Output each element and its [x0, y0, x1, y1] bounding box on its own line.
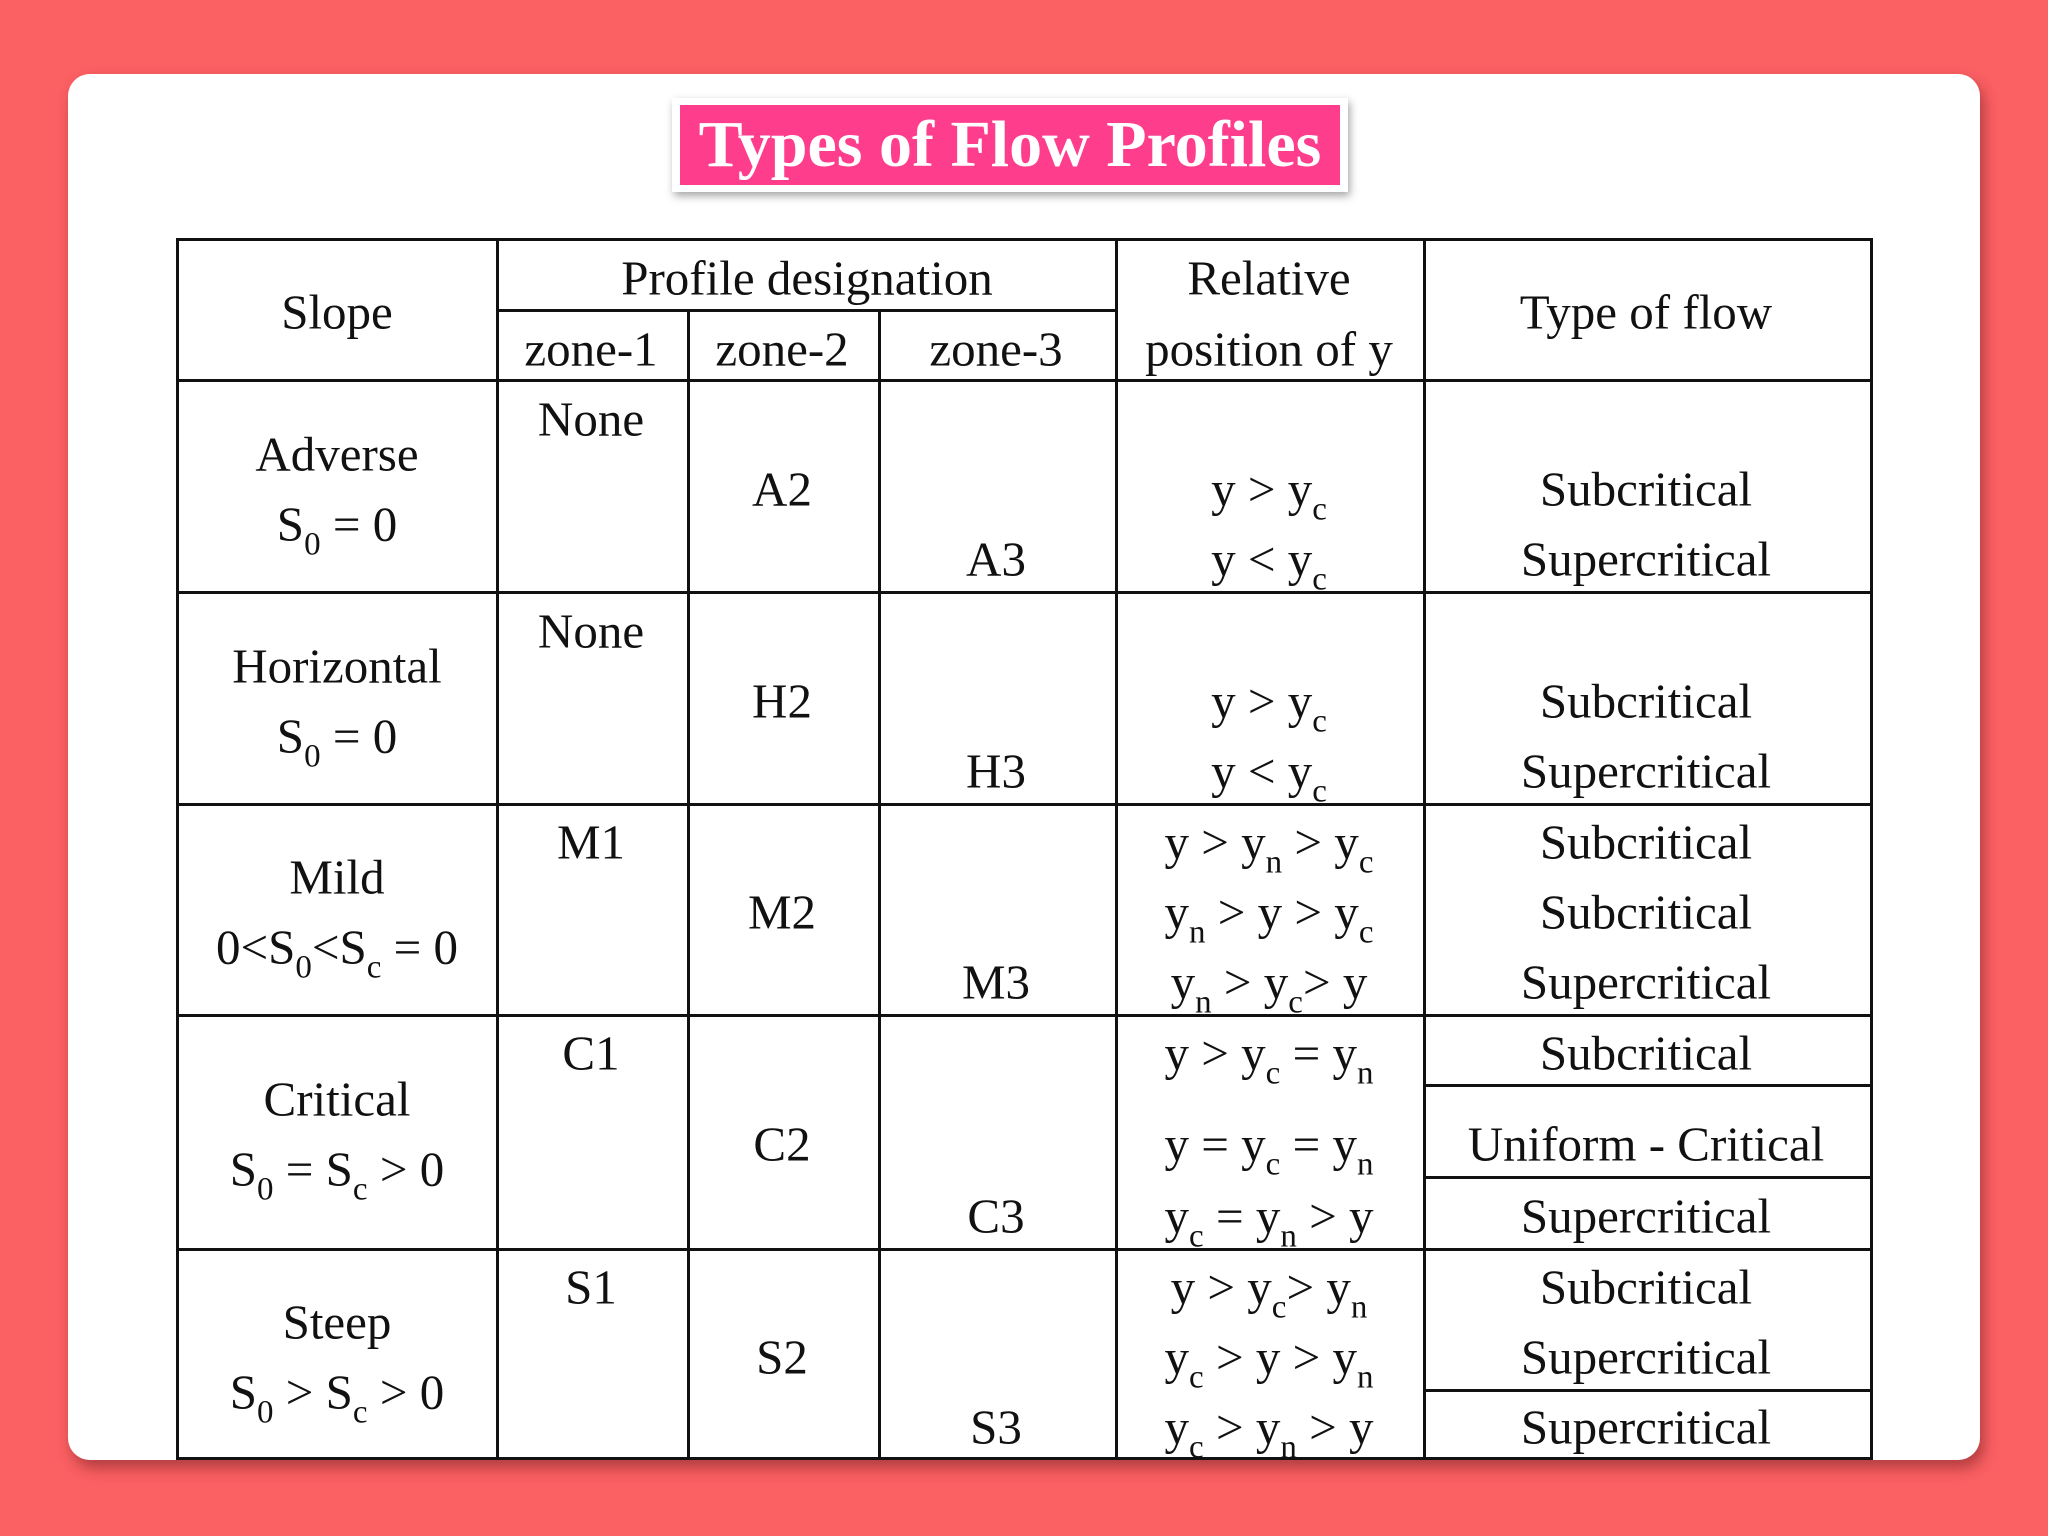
zone-1-profile: None: [537, 603, 645, 659]
slope-name: Horizontal: [232, 638, 442, 694]
header-position-of-y: position of y: [1145, 321, 1393, 377]
slope-name: Steep: [282, 1294, 392, 1350]
relative-position: $y_c = y_n > y$: [1164, 1188, 1374, 1255]
relative-position: $y > y_c = y_n$: [1164, 1025, 1374, 1092]
relative-position: $y_n > y > y_c$: [1164, 884, 1374, 951]
slope-name: Mild: [289, 849, 385, 905]
flow-type: Supercritical: [1520, 1329, 1772, 1385]
grid-line: [1423, 1084, 1870, 1087]
slope-condition: $S_0 > S_c > 0$: [229, 1364, 445, 1431]
flow-profile-table: [176, 238, 1873, 1466]
header-zone-3: zone-3: [929, 321, 1063, 377]
grid-line: [687, 309, 690, 1457]
relative-position: $y_n > y_c> y$: [1170, 954, 1368, 1021]
relative-position: $y = y_c = y_n$: [1164, 1116, 1374, 1183]
zone-3-profile: H3: [966, 743, 1026, 799]
flow-type: Supercritical: [1520, 1399, 1772, 1455]
flow-type: Supercritical: [1520, 954, 1772, 1010]
slope-condition: $S_0 = 0$: [276, 496, 398, 563]
header-zone-2: zone-2: [715, 321, 849, 377]
grid-line: [179, 1014, 1870, 1017]
slide-title: Types of Flow Profiles: [680, 105, 1340, 185]
grid-line: [1423, 1389, 1870, 1392]
flow-type: Supercritical: [1520, 531, 1772, 587]
zone-1-profile: None: [537, 391, 645, 447]
relative-position: $y > y_c> y_n$: [1170, 1259, 1368, 1326]
grid-line: [179, 591, 1870, 594]
flow-type: Subcritical: [1539, 1025, 1753, 1081]
flow-type: Supercritical: [1520, 1188, 1772, 1244]
header-type-of-flow: Type of flow: [1519, 284, 1773, 340]
grid-line: [496, 309, 1118, 312]
zone-3-profile: S3: [970, 1399, 1022, 1455]
relative-position: $y > y_c$: [1211, 673, 1327, 740]
grid-line: [1115, 241, 1118, 1457]
zone-3-profile: A3: [966, 531, 1026, 587]
relative-position: $y < y_c$: [1211, 743, 1327, 810]
header-slope: Slope: [281, 284, 393, 340]
zone-2-profile: A2: [752, 461, 812, 517]
slope-condition: $0<S_0<S_c = 0$: [215, 919, 459, 986]
zone-1-profile: C1: [562, 1025, 620, 1081]
flow-type: Subcritical: [1539, 673, 1753, 729]
header-zone-1: zone-1: [524, 321, 658, 377]
relative-position: $y < y_c$: [1211, 531, 1327, 598]
slope-condition: $S_0 = S_c > 0$: [229, 1141, 445, 1208]
zone-2-profile: C2: [753, 1116, 811, 1172]
flow-type: Supercritical: [1520, 743, 1772, 799]
zone-2-profile: H2: [752, 673, 812, 729]
zone-3-profile: M3: [961, 954, 1031, 1010]
grid-line: [179, 1248, 1870, 1251]
flow-type: Subcritical: [1539, 814, 1753, 870]
grid-line: [179, 803, 1870, 806]
flow-type: Uniform - Critical: [1467, 1116, 1825, 1172]
zone-2-profile: M2: [747, 884, 817, 940]
slide: [68, 74, 1980, 1466]
zone-1-profile: M1: [556, 814, 626, 870]
zone-3-profile: C3: [967, 1188, 1025, 1244]
grid-line: [179, 379, 1870, 382]
header-relative: Relative: [1187, 250, 1351, 306]
header-profile-designation: Profile designation: [621, 250, 993, 306]
relative-position: $y_c > y_n > y$: [1164, 1399, 1374, 1466]
zone-2-profile: S2: [756, 1329, 808, 1385]
flow-type: Subcritical: [1539, 1259, 1753, 1315]
flow-type: Subcritical: [1539, 461, 1753, 517]
zone-1-profile: S1: [565, 1259, 617, 1315]
relative-position: $y > y_c$: [1211, 461, 1327, 528]
slope-name: Adverse: [255, 426, 419, 482]
title-box: [672, 98, 1348, 192]
flow-type: Subcritical: [1539, 884, 1753, 940]
grid-line: [496, 241, 499, 1457]
relative-position: $y > y_n > y_c$: [1164, 814, 1374, 881]
slope-name: Critical: [263, 1071, 411, 1127]
relative-position: $y_c > y > y_n$: [1164, 1329, 1374, 1396]
grid-line: [1423, 1176, 1870, 1179]
grid-line: [1423, 241, 1426, 1457]
grid-line: [878, 309, 881, 1457]
slope-condition: $S_0 = 0$: [276, 708, 398, 775]
